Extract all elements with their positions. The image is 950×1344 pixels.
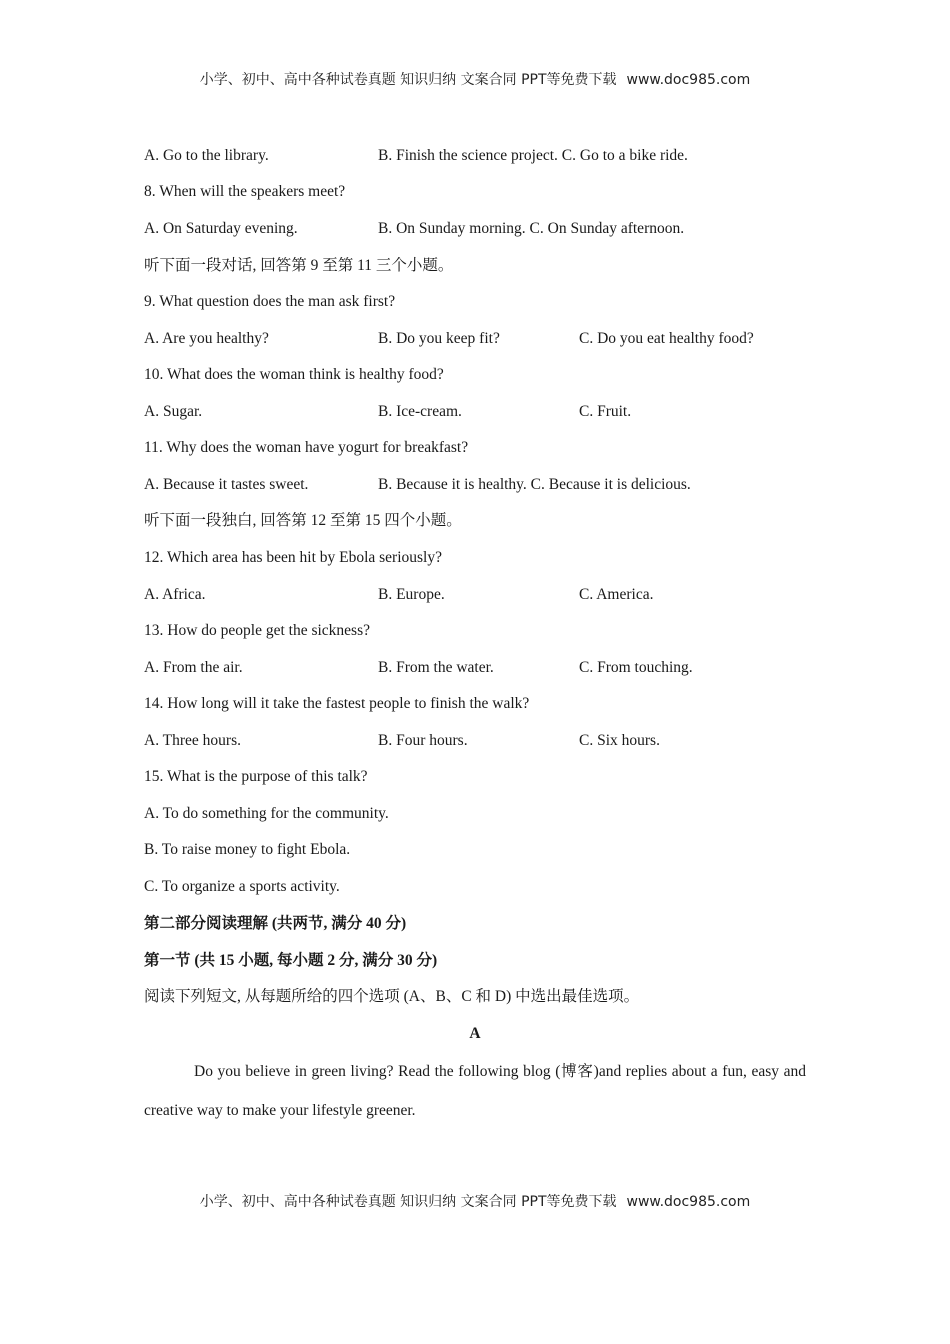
q12-option-b: B. Europe. <box>378 586 445 603</box>
q15-option-b: B. To raise money to fight Ebola. <box>144 841 351 858</box>
q8-option-bc: B. On Sunday morning. C. On Sunday afternoon. <box>378 220 685 237</box>
q8-question: 8. When will the speakers meet? <box>144 183 346 200</box>
q11-option-a: A. Because it tastes sweet. <box>144 476 309 493</box>
part2-title: 第二部分阅读理解 (共两节, 满分 40 分) <box>144 915 407 932</box>
footer-text: 小学、初中、高中各种试卷真题 知识归纳 文案合同 PPT等免费下载 <box>199 1194 617 1210</box>
q11-option-bc: B. Because it is healthy. C. Because it is delicious. <box>378 476 691 493</box>
q9-option-a: A. Are you healthy? <box>144 330 269 347</box>
q10-option-c: C. Fruit. <box>579 403 632 420</box>
q13-option-b: B. From the water. <box>378 659 494 676</box>
q9-option-b: B. Do you keep fit? <box>378 330 500 347</box>
page-footer <box>0 1191 950 1211</box>
passage-label: A <box>469 1025 481 1042</box>
q10-question: 10. What does the woman think is healthy food? <box>144 366 444 383</box>
q9-question: 9. What question does the man ask first? <box>144 293 396 310</box>
q14-option-a: A. Three hours. <box>144 732 241 749</box>
q14-option-c: C. Six hours. <box>579 732 660 749</box>
monolog-instruction: 听下面一段独白, 回答第 12 至第 15 四个小题。 <box>144 512 462 529</box>
q15-question: 15. What is the purpose of this talk? <box>144 768 368 785</box>
q10-option-b: B. Ice-cream. <box>378 403 462 420</box>
header-site: www.doc985.com <box>626 72 751 88</box>
q14-question: 14. How long will it take the fastest people to finish the walk? <box>144 695 530 712</box>
q11-question: 11. Why does the woman have yogurt for breakfast? <box>144 439 469 456</box>
q12-question: 12. Which area has been hit by Ebola seriously? <box>144 549 442 566</box>
q13-option-a: A. From the air. <box>144 659 243 676</box>
section1-title: 第一节 (共 15 小题, 每小题 2 分, 满分 30 分) <box>144 952 438 969</box>
dialog-instruction: 听下面一段对话, 回答第 9 至第 11 三个小题。 <box>144 257 454 274</box>
q12-option-a: A. Africa. <box>144 586 206 603</box>
page-header <box>0 69 950 89</box>
q9-option-c: C. Do you eat healthy food? <box>579 330 754 347</box>
q7-option-a: A. Go to the library. <box>144 147 269 164</box>
q7-option-bc: B. Finish the science project. C. Go to a bike ride. <box>378 147 688 164</box>
q13-option-c: C. From touching. <box>579 659 693 676</box>
q12-option-c: C. America. <box>579 586 654 603</box>
q15-option-a: A. To do something for the community. <box>144 805 389 822</box>
q8-option-a: A. On Saturday evening. <box>144 220 298 237</box>
passage-intro: Do you believe in green living? Read the following blog (博客)and replies about a fun, easy and creative way to make your lifestyle greener. <box>144 1063 806 1119</box>
reading-instruction: 阅读下列短文, 从每题所给的四个选项 (A、B、C 和 D) 中选出最佳选项。 <box>144 988 640 1005</box>
footer-site: www.doc985.com <box>626 1194 751 1210</box>
q13-question: 13. How do people get the sickness? <box>144 622 370 639</box>
header-text: 小学、初中、高中各种试卷真题 知识归纳 文案合同 PPT等免费下载 <box>199 72 617 88</box>
q10-option-a: A. Sugar. <box>144 403 203 420</box>
q14-option-b: B. Four hours. <box>378 732 468 749</box>
q15-option-c: C. To organize a sports activity. <box>144 878 340 895</box>
